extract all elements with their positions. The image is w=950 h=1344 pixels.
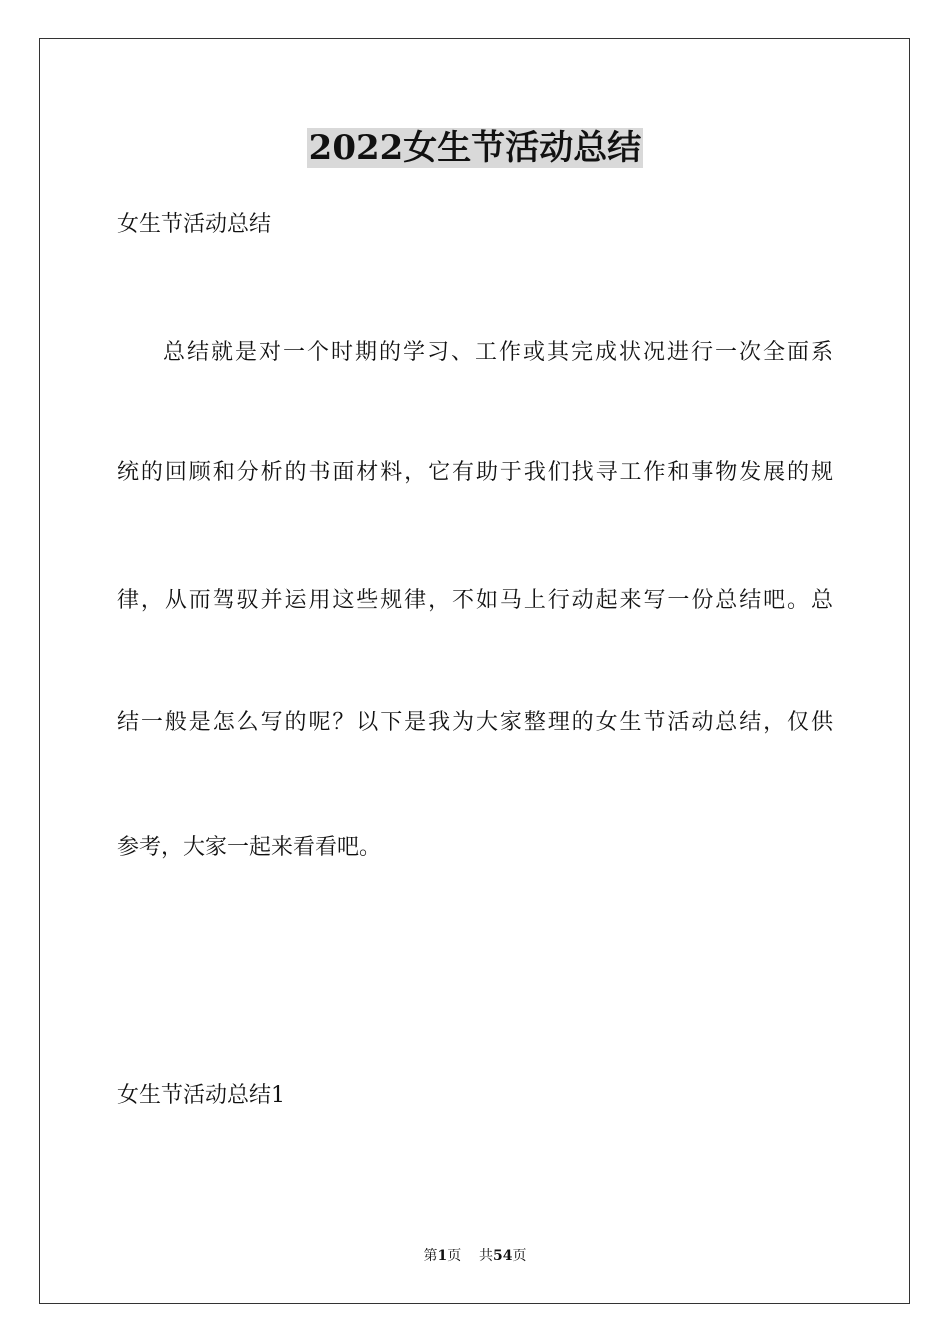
document-title-text: 2022女生节活动总结: [308, 128, 642, 168]
intro-line-1: 总结就是对一个时期的学习、工作或其完成状况进行一次全面系: [163, 340, 833, 365]
intro-line-2: 统的回顾和分析的书面材料，它有助于我们找寻工作和事物发展的规: [117, 460, 833, 485]
page-footer: [0, 1247, 950, 1265]
document-title: [0, 126, 950, 170]
document-subtitle: 女生节活动总结: [117, 212, 272, 237]
intro-line-5: 参考，大家一起来看看吧。: [117, 835, 382, 860]
total-suffix: 页: [512, 1248, 527, 1264]
intro-line-3: 律，从而驾驭并运用这些规律，不如马上行动起来写一份总结吧。总: [117, 588, 833, 613]
page-number: 1: [437, 1248, 448, 1264]
page-suffix: 页: [447, 1248, 462, 1264]
intro-line-4: 结一般是怎么写的呢？以下是我为大家整理的女生节活动总结，仅供: [117, 710, 833, 735]
page-prefix: 第: [423, 1248, 438, 1264]
total-prefix: 共: [479, 1248, 494, 1264]
total-pages: 54: [493, 1248, 513, 1264]
section-heading: 女生节活动总结1: [117, 1083, 285, 1108]
